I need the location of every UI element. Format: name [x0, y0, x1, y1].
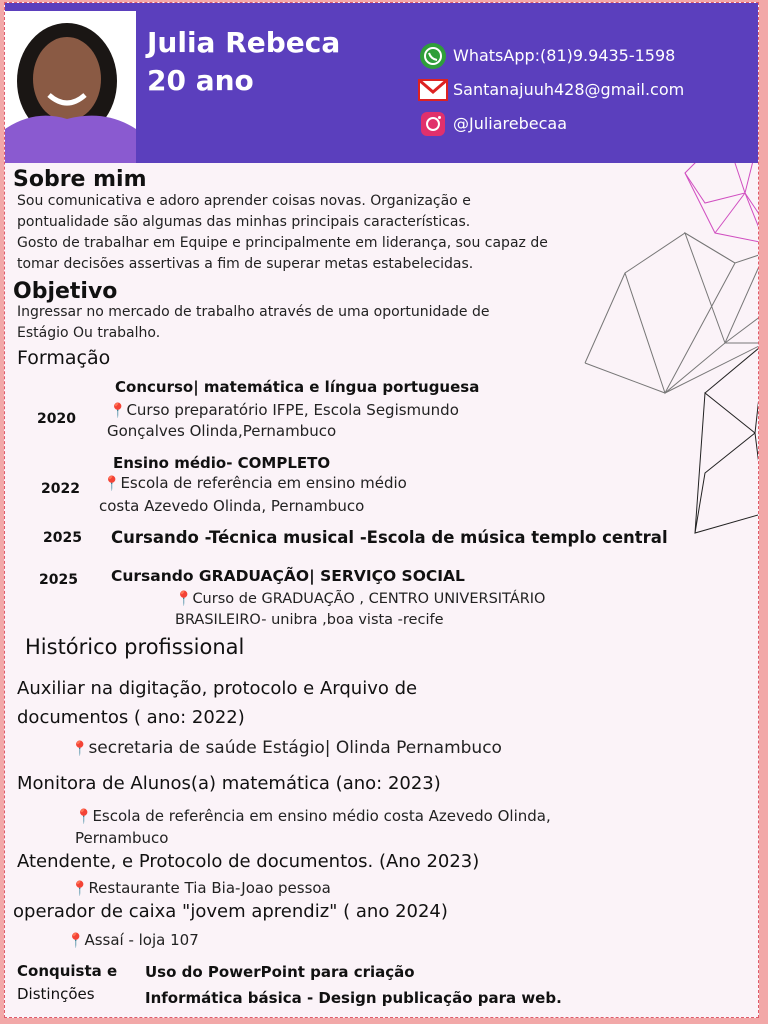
instagram-contact[interactable] — [417, 109, 567, 139]
whatsapp-number: WhatsApp:(81)9.9435-1598 — [453, 46, 676, 65]
job-place: 📍Assaí - loja 107 — [67, 931, 199, 949]
pin-icon: 📍 — [103, 476, 121, 492]
pin-icon: 📍 — [75, 809, 93, 825]
header-banner — [5, 3, 759, 163]
avatar-image — [5, 11, 136, 163]
instagram-icon — [417, 110, 449, 138]
education-year: 2020 — [37, 411, 76, 427]
job-place: 📍Escola de referência em ensino médio costa Azevedo Olinda, — [75, 807, 551, 825]
education-item-line: 📍Curso preparatório IFPE, Escola Segismundo — [109, 401, 459, 419]
achievement-item: Uso do PowerPoint para criação — [145, 963, 415, 981]
history-title: Histórico profissional — [25, 635, 245, 659]
resume-page — [4, 2, 759, 1018]
about-line: tomar decisões assertivas a fim de superar metas estabelecidas. — [17, 256, 474, 272]
education-item-title: Cursando -Técnica musical -Escola de música templo central — [111, 528, 668, 547]
pin-icon: 📍 — [109, 403, 127, 419]
about-line: Sou comunicativa e adoro aprender coisas novas. Organização e — [17, 193, 471, 209]
education-item-line: 📍Curso de GRADUAÇÃO , CENTRO UNIVERSITÁRIO — [175, 591, 546, 607]
candidate-age: 20 ano — [147, 64, 254, 97]
education-item-title: Ensino médio- COMPLETO — [113, 454, 331, 472]
job-title: documentos ( ano: 2022) — [17, 707, 245, 728]
education-item-line: BRASILEIRO- unibra ,boa vista -recife — [175, 612, 444, 628]
whatsapp-contact[interactable] — [417, 41, 675, 71]
education-item-title: Concurso| matemática e língua portuguesa — [115, 378, 480, 396]
profile-photo — [5, 11, 136, 163]
job-title: Monitora de Alunos(a) matemática (ano: 2023) — [17, 773, 441, 794]
objective-line: Estágio Ou trabalho. — [17, 325, 161, 341]
objective-line: Ingressar no mercado de trabalho através de uma oportunidade de — [17, 304, 490, 320]
whatsapp-icon — [417, 42, 449, 70]
job-place: 📍Restaurante Tia Bia-Joao pessoa — [71, 879, 331, 897]
education-item-line: costa Azevedo Olinda, Pernambuco — [99, 497, 365, 515]
job-place: Pernambuco — [75, 829, 169, 847]
candidate-name: Julia Rebeca — [147, 26, 341, 59]
pin-icon: 📍 — [71, 881, 89, 897]
achievement-item: Informática básica - Design publicação para web. — [145, 989, 562, 1007]
job-title: Atendente, e Protocolo de documentos. (Ano 2023) — [17, 851, 480, 872]
education-title: Formação — [17, 347, 111, 369]
education-item-title: Cursando GRADUAÇÃO| SERVIÇO SOCIAL — [111, 567, 465, 585]
email-address: Santanajuuh428@gmail.com — [453, 80, 685, 99]
pin-icon: 📍 — [67, 933, 85, 949]
objective-title: Objetivo — [13, 279, 118, 304]
email-icon — [417, 76, 449, 104]
geometric-decoration — [565, 113, 759, 553]
pin-icon: 📍 — [175, 591, 193, 607]
achievements-title: Distinções — [17, 985, 95, 1003]
education-year: 2025 — [39, 572, 78, 588]
job-place: 📍secretaria de saúde Estágio| Olinda Pernambuco — [71, 738, 502, 758]
education-year: 2022 — [41, 481, 80, 497]
about-line: pontualidade são algumas das minhas principais características. — [17, 214, 471, 230]
job-title: operador de caixa "jovem aprendiz" ( ano 2024) — [13, 901, 448, 922]
education-item-line: Gonçalves Olinda,Pernambuco — [107, 422, 337, 440]
about-title: Sobre mim — [13, 167, 147, 192]
achievements-title: Conquista e — [17, 962, 118, 980]
education-item-line: 📍Escola de referência em ensino médio — [103, 474, 407, 492]
email-contact[interactable] — [417, 75, 684, 105]
about-line: Gosto de trabalhar em Equipe e principalmente em liderança, sou capaz de — [17, 235, 548, 251]
education-year: 2025 — [43, 530, 82, 546]
pin-icon: 📍 — [71, 741, 89, 757]
job-title: Auxiliar na digitação, protocolo e Arquivo de — [17, 678, 418, 699]
instagram-handle: @Juliarebecaa — [453, 114, 568, 133]
